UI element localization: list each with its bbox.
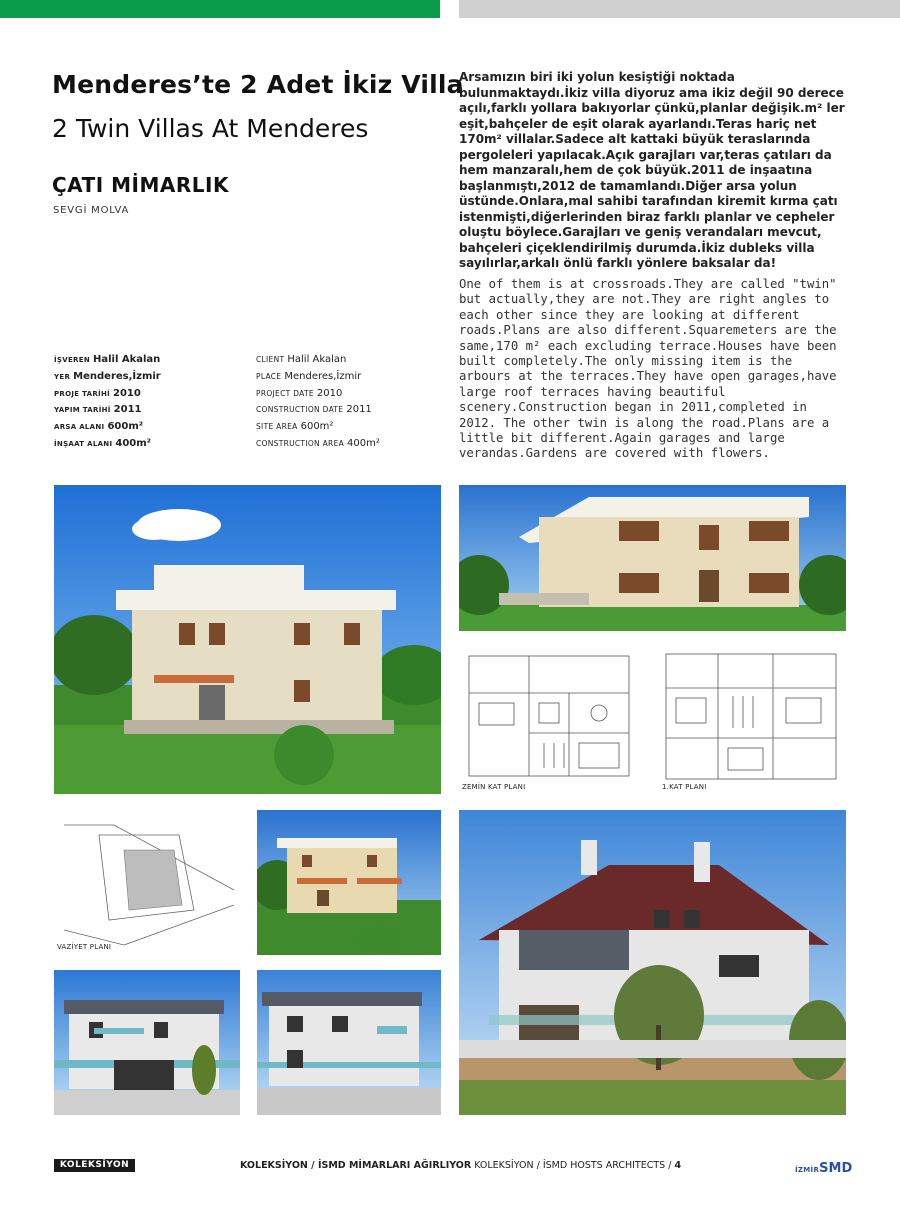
footer-izmir-smd-logo: İZMİRSMD bbox=[795, 1161, 853, 1176]
rendering-villa-right bbox=[459, 485, 846, 631]
site-plan-drawing bbox=[54, 810, 240, 955]
info-row-construction-date-en: CONSTRUCTION DATE 2011 bbox=[256, 404, 372, 416]
project-info-turkish bbox=[54, 352, 161, 453]
project-info-english bbox=[256, 352, 380, 453]
info-row-construction-date-tr: YAPIM TARİHİ 2011 bbox=[54, 404, 142, 416]
office-name: ÇATI MİMARLIK bbox=[52, 173, 229, 197]
body-text-english: One of them is at crossroads.They are called "twin" but actually,they are not.They are right angles to each other since they are looking at different roads.Plans are also different.Squaremeters are the same,170 m² each excluding terrace.Houses have been built completely.The only missing item is the arbours at the terraces.They have open garages,have large roof terraces having beautiful scenery.Construction began in 2011,completed in 2012. The other twin is along the road.Plans are a little bit different.Again garages and large verandas.Gardens are covered with flowers. bbox=[459, 277, 837, 461]
info-row-construction-area-en: CONSTRUCTION AREA 400m² bbox=[256, 437, 380, 449]
first-floor-plan-label: 1.KAT PLANI bbox=[662, 783, 707, 791]
page-number: 4 bbox=[674, 1160, 682, 1171]
info-row-project-date-tr: PROJE TARİHİ 2010 bbox=[54, 387, 141, 399]
info-row-site-area-tr: ARSA ALANI 600m² bbox=[54, 421, 144, 433]
info-row-place-en: PLACE Menderes,İzmir bbox=[256, 370, 362, 382]
header-accent-bar-green bbox=[0, 0, 440, 18]
photo-villa-pitched-roof bbox=[459, 810, 846, 1115]
info-row-project-date-en: PROJECT DATE 2010 bbox=[256, 387, 343, 399]
photo-villa-front-right bbox=[257, 970, 441, 1115]
footer-koleksiyon-logo: KOLEKSİYON bbox=[54, 1159, 135, 1172]
rendering-villa-small bbox=[257, 810, 441, 955]
title-english: 2 Twin Villas At Menderes bbox=[52, 114, 369, 143]
photo-villa-front-left bbox=[54, 970, 240, 1115]
info-row-construction-area-tr: İNŞAAT ALANI 400m² bbox=[54, 437, 152, 449]
ground-floor-plan-label: ZEMİN KAT PLANI bbox=[462, 783, 526, 791]
header-accent-bar-grey bbox=[459, 0, 900, 18]
info-row-site-area-en: SITE AREA 600m² bbox=[256, 421, 334, 433]
info-row-client-en: CLIENT Halil Akalan bbox=[256, 354, 347, 365]
ground-floor-plan-drawing bbox=[459, 648, 647, 793]
site-plan-label: VAZİYET PLANI bbox=[57, 943, 112, 951]
author-name: SEVGİ MOLVA bbox=[53, 205, 130, 216]
info-row-place-tr: YER Menderes,İzmir bbox=[54, 370, 161, 382]
title-turkish: Menderes’te 2 Adet İkiz Villa bbox=[52, 70, 464, 99]
rendering-villa-large bbox=[54, 485, 441, 794]
info-row-client-tr: İŞVEREN Halil Akalan bbox=[54, 354, 161, 365]
footer-running-title: KOLEKSİYON / İSMD MİMARLARI AĞIRLIYOR KOLEKSİYON / İSMD HOSTS ARCHITECTS / 4 bbox=[240, 1160, 682, 1171]
first-floor-plan-drawing bbox=[658, 648, 846, 793]
body-text-turkish: Arsamızın biri iki yolun kesiştiği noktada bulunmaktaydı.İkiz villa diyoruz ama ikiz değil 90 derece açılı,farklı yollara bakıyorlar çünkü,planlar değişik.m² ler eşit,bahçeler de eşit olarak ayarlandı.Teras hariç net 170m² villalar.Sadece alt kattaki büyük teraslarında pergoleleri yapılacak.Açık garajları var,teras çatıları da hem manzaralı,hem de çok büyük.2011 de inşaatına başlanmıştı,2012 de tamamlandı.Diğer arsa yolun üstünde.Onlara,mal sahibi tarafından kiremit kırma çatı istenmişti,diğerlerinden biraz farklı planlar ve cepheler oluştu böylece.Garajları ve geniş verandaları mevcut, bahçeleri çiçeklendirilmiş durumda.İkiz dubleks villa sayılırlar,arkalı önlü farklı yönlere baksalar da! bbox=[459, 70, 845, 270]
